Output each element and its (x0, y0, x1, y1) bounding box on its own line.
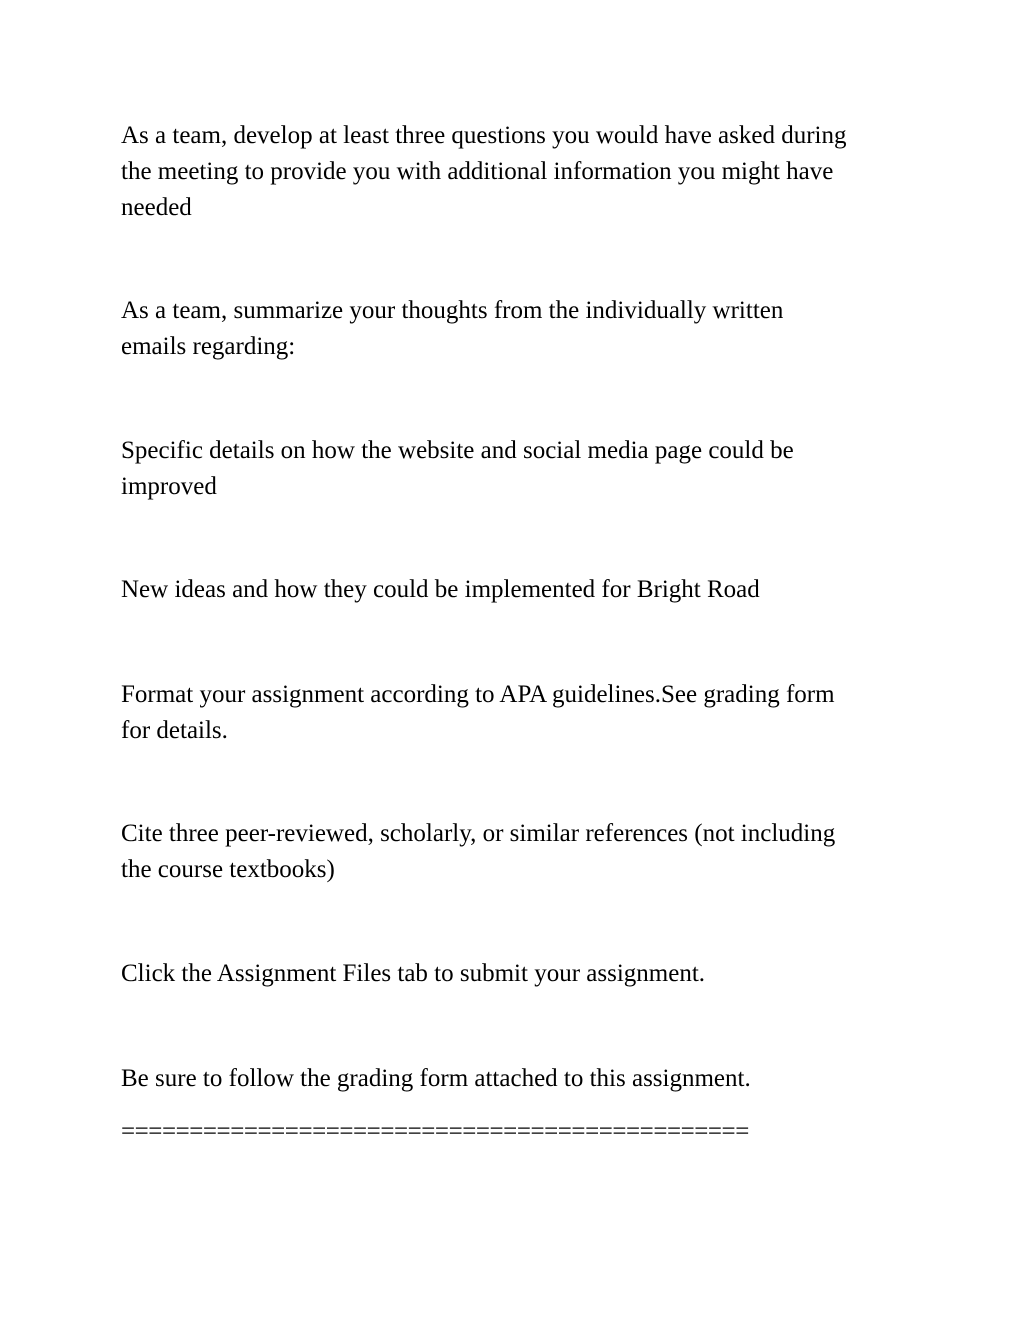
text-line: emails regarding: (121, 333, 296, 360)
text-line: As a team, summarize your thoughts from the individually written (121, 297, 784, 324)
paragraph-summarize (121, 293, 921, 365)
paragraph-new-ideas (121, 572, 921, 608)
paragraph-format (121, 677, 921, 749)
text-line: Cite three peer-reviewed, scholarly, or similar references (not including (121, 820, 836, 847)
paragraph-specific-details (121, 433, 921, 505)
text-line: for details. (121, 717, 228, 744)
paragraph-questions (121, 118, 921, 226)
separator-line: ============================================== (121, 1118, 749, 1145)
text-line: Click the Assignment Files tab to submit your assignment. (121, 960, 706, 987)
paragraph-submit (121, 956, 921, 992)
text-line: needed (121, 194, 192, 221)
text-line: Format your assignment according to APA guidelines.See grading form (121, 681, 835, 708)
text-line: the course textbooks) (121, 856, 335, 883)
text-line: Be sure to follow the grading form attached to this assignment. (121, 1065, 751, 1092)
text-line: As a team, develop at least three questions you would have asked during (121, 122, 847, 149)
text-line: the meeting to provide you with additional information you might have (121, 158, 834, 185)
paragraph-grading-form (121, 1061, 921, 1097)
text-line: Specific details on how the website and social media page could be (121, 437, 794, 464)
paragraph-cite (121, 816, 921, 888)
text-line: New ideas and how they could be implemented for Bright Road (121, 576, 760, 603)
text-line: improved (121, 473, 217, 500)
